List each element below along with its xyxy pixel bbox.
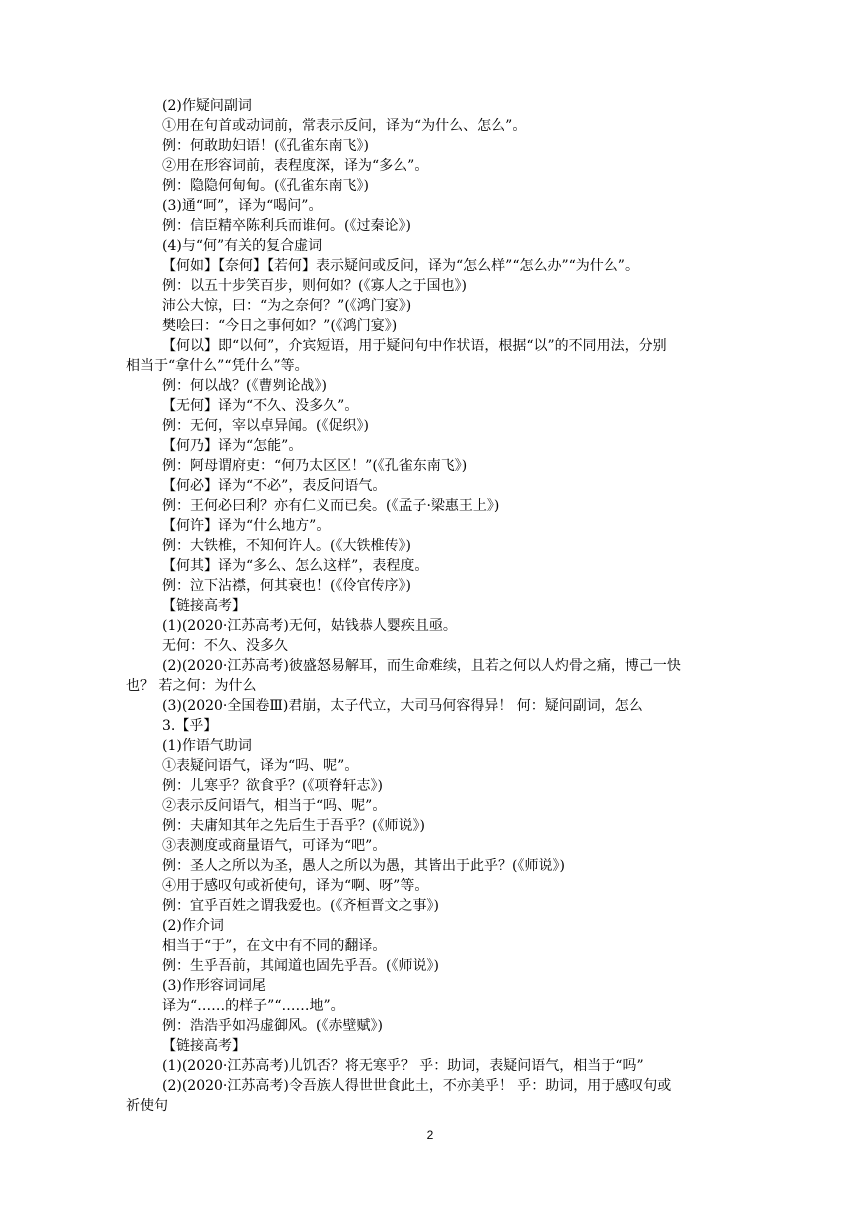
example-line: 例：浩浩乎如冯虚御风。(《赤壁赋》) [162, 1018, 383, 1034]
subheading-adjective-suffix: (3)作形容词词尾 [162, 978, 266, 994]
example-line: 例：泣下沾襟，何其衰也！(《伶官传序》) [162, 578, 411, 594]
subheading-preposition: (2)作介词 [162, 918, 224, 934]
text-line: 相当于“于”，在文中有不同的翻译。 [162, 938, 387, 954]
example-line: 沛公大惊，曰：“为之奈何？”(《鸿门宴》) [162, 298, 412, 314]
subheading-tong-he: (3)通“呵”，译为“喝问”。 [162, 198, 323, 214]
entry-heqi: 【何其】译为“多么、怎么这样”，表程度。 [162, 558, 429, 574]
subheading-compound-words: (4)与“何”有关的复合虚词 [162, 238, 323, 254]
gaokao-answer: 无何：不久、没多久 [162, 638, 288, 654]
gaokao-item: (3)(2020·全国卷Ⅲ)君崩，太子代立，大司马何容得异！ 何：疑问副词，怎么 [162, 698, 643, 714]
text-line-continued: 相当于“拿什么”“凭什么”等。 [126, 358, 309, 374]
example-line: 例：何敢助妇语！(《孔雀东南飞》) [162, 138, 369, 154]
entry-heruhe: 【何如】【奈何】【若何】表示疑问或反问，译为“怎么样”“怎么办”“为什么”。 [162, 258, 639, 274]
page-number: 2 [426, 1128, 434, 1142]
entry-wuhe: 【无何】译为“不久、没多久”。 [162, 398, 359, 414]
example-line: 例：宜乎百姓之谓我爱也。(《齐桓晋文之事》) [162, 898, 439, 914]
example-line: 例：生乎吾前，其闻道也固先乎吾。(《师说》) [162, 958, 439, 974]
example-line: 例：王何必曰利？亦有仁义而已矣。(《孟子·梁惠王上》) [162, 498, 500, 514]
example-line: 例：阿母谓府吏：“何乃太区区！”(《孔雀东南飞》) [162, 458, 468, 474]
example-line: 例：信臣精卒陈利兵而谁何。(《过秦论》) [162, 218, 411, 234]
entry-hexu: 【何许】译为“什么地方”。 [162, 518, 331, 534]
section-heading-hu: 3.【乎】 [162, 718, 218, 734]
entry-henai: 【何乃】译为“怎能”。 [162, 438, 303, 454]
example-line: 例：儿寒乎？欲食乎？(《项脊轩志》) [162, 778, 383, 794]
subheading-modal-particle: (1)作语气助词 [162, 738, 252, 754]
text-line: ③表测度或商量语气，可译为“吧”。 [162, 838, 387, 854]
gaokao-item: (1)(2020·江苏高考)儿饥否？将无寒乎？ 乎：助词，表疑问语气，相当于“吗” [162, 1058, 644, 1074]
text-line: ①用在句首或动词前，常表示反问，译为“为什么、怎么”。 [162, 118, 527, 134]
text-line: ①表疑问语气，译为“吗、呢”。 [162, 758, 359, 774]
text-line: ④用于感叹句或祈使句，译为“啊、呀”等。 [162, 878, 429, 894]
text-line: ②用在形容词前，表程度深，译为“多么”。 [162, 158, 429, 174]
example-line: 例：隐隐何甸甸。(《孔雀东南飞》) [162, 178, 369, 194]
gaokao-item: (2)(2020·江苏高考)彼盛怒易解耳，而生命难续，且若之何以人灼骨之痛，博己一快 [162, 658, 681, 674]
gaokao-item-continued: 也？ 若之何：为什么 [126, 678, 257, 694]
example-line: 例：无何，宰以卓异闻。(《促织》) [162, 418, 369, 434]
example-line: 例：大铁椎，不知何许人。(《大铁椎传》) [162, 538, 411, 554]
section-link-gaokao: 【链接高考】 [162, 1038, 246, 1054]
example-line: 樊哙曰：“今日之事何如？”(《鸿门宴》) [162, 318, 398, 334]
entry-hebi: 【何必】译为“不必”，表反问语气。 [162, 478, 387, 494]
example-line: 例：以五十步笑百步，则何如？(《寡人之于国也》) [162, 278, 467, 294]
example-line: 例：圣人之所以为圣，愚人之所以为愚，其皆出于此乎？(《师说》) [162, 858, 565, 874]
section-link-gaokao: 【链接高考】 [162, 598, 246, 614]
page-body [126, 96, 748, 1116]
example-line: 例：何以战？(《曹刿论战》) [162, 378, 327, 394]
entry-heyi: 【何以】即“以何”，介宾短语，用于疑问句中作状语，根据“以”的不同用法，分别 [162, 338, 667, 354]
gaokao-item: (1)(2020·江苏高考)无何，姑钱恭人婴疾且亟。 [162, 618, 457, 634]
example-line: 例：夫庸知其年之先后生于吾乎？(《师说》) [162, 818, 425, 834]
text-line: 译为“……的样子”“……地”。 [162, 998, 345, 1014]
text-line: ②表示反问语气，相当于“吗、呢”。 [162, 798, 387, 814]
gaokao-item-continued: 祈使句 [126, 1098, 168, 1114]
subheading-interrogative-adverb: (2)作疑问副词 [162, 98, 252, 114]
gaokao-item: (2)(2020·江苏高考)令吾族人得世世食此土，不亦美乎！ 乎：助词，用于感叹句或 [162, 1078, 672, 1094]
